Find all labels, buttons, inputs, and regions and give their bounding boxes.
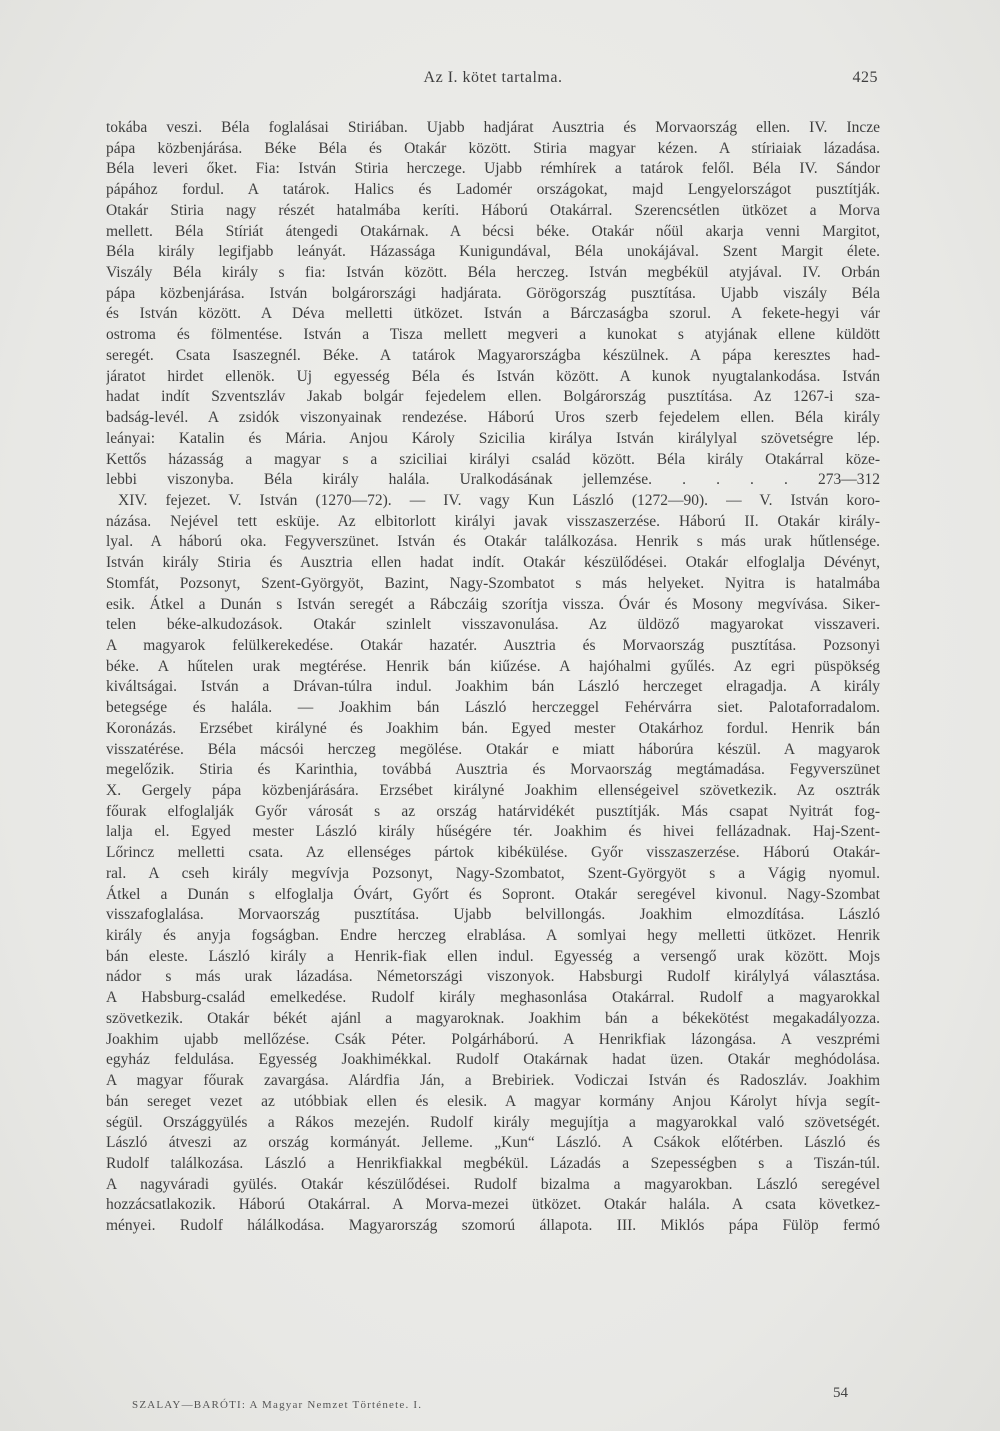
text-line: és István között. A Déva melletti ütközet. István a Bárczaságba szorul. A fekete-hegyi vár [106, 305, 880, 323]
text-line: hadat indít Szventszláv Jakab bolgár fejedelem ellen. Bolgárország pusztítása. Az 1267-i sza- [106, 388, 880, 406]
text-line: Kettős házasság a magyar s a sziciliai királyi család között. Béla király Otakárral köze- [106, 450, 880, 468]
text-line: visszatérése. Béla mácsói herczeg megölése. Otakár e miatt háborúra készül. A magyarok [106, 740, 880, 758]
text-line: pápa közbenjárása. István bolgárországi hadjárata. Görögország pusztítása. Ujabb viszály Béla [106, 284, 880, 302]
text-line: megelőzik. Stiria és Karinthia, továbbá Ausztria és Morvaország megtámadása. Fegyverszünet [106, 761, 880, 779]
text-line: A magyarok felülkerekedése. Otakár hazatér. Ausztria és Morvaország pusztítása. Pozsonyi [106, 636, 880, 654]
chapter-heading-line: XIV. fejezet. V. István (1270—72). — IV. vagy Kun László (1272—90). — V. István koro- [118, 491, 880, 509]
text-line: X. Gergely pápa közbenjárására. Erzsébet királyné Joakhim ellenségeivel szövetkezik. Az osztrák [106, 782, 880, 799]
text-line: Viszály Béla király s fia: István között. Béla herczeg. István megbékül atyjával. IV. Orbán [106, 264, 880, 282]
text-line: tokába veszi. Béla foglalásai Stiriában. Ujabb hadjárat Ausztria és Morvaország ellen. IV. Incze [106, 119, 880, 136]
text-line: István király Stiria és Ausztria ellen hadat indít. Otakár készülődései. Otakár elfoglalja Dévényt, [106, 554, 880, 572]
text-line: Béla király legifjabb leányát. Házassága Kunigundával, Béla unokájával. Szent Margit élete. [106, 243, 880, 261]
text-line: seregét. Csata Isaszegnél. Béke. A tatárok Magyarországba készülnek. A pápa keresztes had- [106, 346, 880, 364]
text-line: esik. Átkel a Dunán s István seregét a Rábczáig szorítja vissza. Óvár és Mosony megvívása. Siker- [106, 595, 880, 613]
text-line: László átveszi az ország kormányát. Jelleme. „Kun“ László. A Csákok előtérben. László és [106, 1134, 880, 1152]
text-line: Rudolf találkozása. László a Henrikfiakkal megbékül. Lázadás a Szepességben s a Tiszán-túl. [106, 1154, 880, 1172]
text-line: A magyar főurak zavargása. Alárdfia Ján, a Brebiriek. Vodiczai István és Radoszláv. Joakhim [106, 1072, 880, 1090]
text-line: telen béke-alkudozások. Otakár szinlelt visszavonulása. Az üldöző magyarokat visszaveri. [106, 616, 880, 634]
text-line: Otakár Stiria nagy részét hatalmába keríti. Háború Otakárral. Szerencsétlen ütközet a Morva [106, 201, 880, 219]
printer-signature: SZALAY—BARÓTI: A Magyar Nemzet Története. I. [132, 1399, 423, 1411]
text-line: mellett. Béla Stíriát átengedi Otakárnak. A bécsi béke. Otakár nőül akarja venni Margitot, [106, 222, 880, 240]
running-header [108, 69, 878, 93]
text-line: ségül. Országgyülés a Rákos mezején. Rudolf király megujítja a magyarokkal való szövetségét. [106, 1113, 880, 1131]
page-footer [132, 1385, 848, 1419]
text-line: visszafoglalása. Morvaország pusztítása. Ujabb belvillongás. Joakhim elmozdítása. László [106, 906, 880, 924]
text-line: pápa közbenjárása. Béke Béla és Otakár között. Stiria magyar kézen. A stíriaiak lázadása. [106, 139, 880, 157]
text-line: járatot hirdet ellenök. Uj egyesség Béla és István között. A kunok nyugtalankodása. István [106, 367, 880, 385]
text-line: hozzácsatlakozik. Háború Otakárral. A Morva-mezei ütközet. Otakár halála. A csata következ- [106, 1196, 880, 1214]
text-line: bán sereget vezet az utóbbiak ellen és elesik. A magyar kormány Anjou Károlyt hívja segít- [106, 1092, 880, 1110]
text-line: Koronázás. Erzsébet királyné és Joakhim bán. Egyed mester Otakárhoz fordul. Henrik bán [106, 719, 880, 737]
text-line: ral. A cseh király megvívja Pozsonyt, Nagy-Szombatot, Szent-Györgyöt s a Vágig nyomul. [106, 864, 880, 882]
text-line: Béla leveri őket. Fia: István Stiria herczege. Ujabb rémhírek a tatárok felől. Béla IV. Sándor [106, 160, 880, 178]
sheet-signature-mark: 54 [833, 1385, 848, 1401]
table-of-contents-body [106, 118, 880, 1237]
text-line: bán eleste. László király a Henrik-fiak ellen indul. Egyesség a versengő urak között. Mojs [106, 947, 880, 965]
text-line: Stomfát, Pozsonyt, Szent-Györgyöt, Bazint, Nagy-Szombatot s más helyeket. Nyitra is hatalmába [106, 574, 880, 592]
text-line: lalja el. Egyed mester László király hűségére tér. Joakhim és hivei fellázadnak. Haj-Szent- [106, 823, 880, 841]
text-line: A nagyváradi gyülés. Otakár készülődései. Rudolf bizalma a magyarokban. László seregével [106, 1175, 880, 1193]
text-line: lebbi viszonyba. Béla király halála. Uralkodásának jellemzése. . . . . 273—312 [106, 471, 880, 489]
text-line: ostroma és fölmentése. István a Tisza mellett megveri a kunokat s atyjának ellene küldött [106, 326, 880, 344]
text-line: názása. Nejével tett esküje. Az elbitorlott királyi javak visszaszerzése. Háború II. Otakár király- [106, 512, 880, 530]
text-line: Átkel a Dunán s elfoglalja Óvárt, Győrt és Sopront. Otakár seregével kivonul. Nagy-Szombat [106, 885, 880, 903]
text-line: lyal. A háború oka. Fegyverszünet. István és Otakár találkozása. Henrik s más urak hűtlensége. [106, 533, 880, 551]
text-line: badság-levél. A zsidók viszonyainak rendezése. Háború Uros szerb fejedelem ellen. Béla király [106, 409, 880, 427]
text-line: A Habsburg-család emelkedése. Rudolf király meghasonlása Otakárral. Rudolf a magyarokkal [106, 989, 880, 1007]
text-line: leányai: Katalin és Mária. Anjou Károly Szicilia királya István királylyal szövetségre lép. [106, 429, 880, 447]
text-line: betegsége és halála. — Joakhim bán László herczeggel Fehérvárra siet. Palotaforradalom. [106, 699, 880, 717]
text-line: Lőrincz melletti csata. Az ellenséges pártok kibékülése. Győr visszaszerzése. Háború Otakár- [106, 844, 880, 862]
text-line: király és anyja fogságban. Endre herczeg elrablása. A somlyai hegy melletti ütközet. Henrik [106, 927, 880, 945]
text-line: egyház feldulása. Egyesség Joakhimékkal. Rudolf Otakárnak hadat üzen. Otakár meghódolása. [106, 1051, 880, 1069]
page-number: 425 [852, 69, 878, 86]
text-line: Joakhim ujabb mellőzése. Csák Péter. Polgárháború. A Henrikfiak lázongása. A veszprémi [106, 1030, 880, 1048]
text-line: szövetkezik. Otakár békét ajánl a magyaroknak. Joakhim bán a békekötést megakadályozza. [106, 1009, 880, 1027]
text-line: kiváltságai. István a Drávan-túlra indul. Joakhim bán László herczeget elragadja. A király [106, 678, 880, 696]
text-line: nádor s más urak lázadása. Németországi viszonyok. Habsburgi Rudolf királylyá választása. [106, 968, 880, 986]
text-line: ményei. Rudolf hálálkodása. Magyarország szomorú állapota. III. Miklós pápa Fülöp fermó [106, 1217, 880, 1235]
text-line: pápához fordul. A tatárok. Halics és Ladomér országokat, majd Lengyelországot pusztítják. [106, 181, 880, 199]
running-title: Az I. kötet tartalma. [423, 69, 563, 86]
text-line: főurak elfoglalják Győr városát s az ország határvidékét pusztítják. Más csapat Nyitrát fog- [106, 802, 880, 820]
text-line: béke. A hűtelen urak megtérése. Henrik bán kiűzése. A hajóhalmi gyűlés. Az egri püspökség [106, 657, 880, 675]
